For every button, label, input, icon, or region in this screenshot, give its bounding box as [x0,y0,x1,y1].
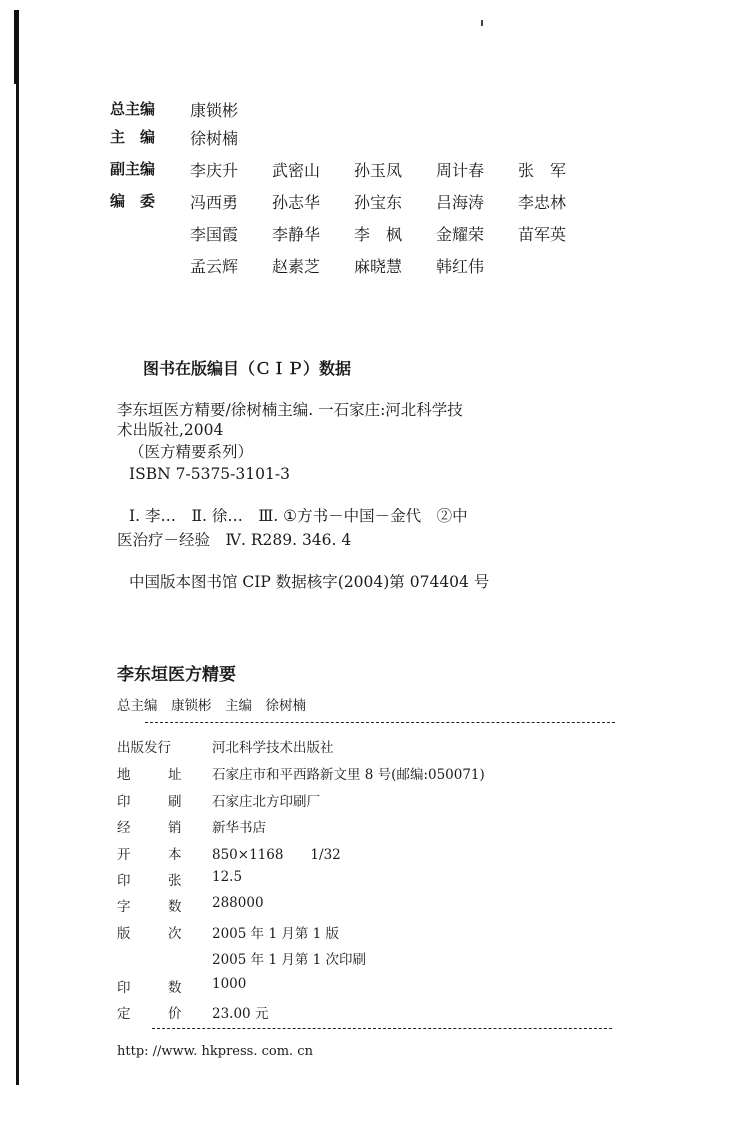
credit-name: 金耀荣 [436,225,485,244]
divider [152,1028,612,1029]
cip-line: 李东垣医方精要/徐树楠主编. 一石家庄:河北科学技 [117,401,463,419]
cip-heading: 图书在版编目（ＣＩＰ）数据 [143,359,352,378]
pub-label: 经 [117,820,131,836]
credit-name: 赵素芝 [272,257,321,276]
credit-name: 麻晓慧 [354,257,403,276]
pub-value: 288000 [212,895,264,911]
pub-label: 刷 [168,794,182,810]
pub-label: 张 [168,873,182,889]
pub-label: 印 [117,873,131,889]
pub-label: 数 [168,980,182,996]
pub-label: 版 [117,926,131,942]
pub-label: 开 [117,847,131,863]
publisher-url: http: //www. hkpress. com. cn [117,1044,313,1059]
credit-name: 孙宝东 [354,193,403,212]
credit-name: 李忠林 [518,193,567,212]
credit-name: 周计春 [436,161,485,180]
pub-label: 本 [168,847,182,863]
pub-value: 23.00 元 [212,1006,269,1022]
pub-value: 850×1168 1/32 [212,847,341,863]
credit-name: 孙志华 [272,193,321,212]
scan-mark [481,20,483,26]
page-binding-edge [16,10,19,1085]
credit-name: 李 枫 [354,225,403,244]
pub-value: 石家庄北方印刷厂 [212,794,320,810]
credit-role: 编 委 [110,192,156,210]
pub-label: 印 [117,794,131,810]
credit-name: 韩红伟 [436,257,485,276]
pub-label: 定 [117,1006,131,1022]
pub-value: 新华书店 [212,820,266,836]
credit-role: 总主编 [110,100,156,118]
cip-isbn: ISBN 7-5375-3101-3 [129,465,290,483]
credit-name: 张 军 [518,161,567,180]
pub-value: 河北科学技术出版社 [212,740,334,756]
cip-line: 术出版社,2004 [117,421,224,439]
pub-label: 数 [168,899,182,915]
pub-value: 2005 年 1 月第 1 版 [212,926,339,942]
credit-role: 主 编 [110,128,156,146]
credit-name: 苗军英 [518,225,567,244]
credit-name: 徐树楠 [190,129,239,148]
pub-value: 2005 年 1 月第 1 次印刷 [212,952,366,968]
credit-role: 副主编 [110,160,156,178]
pub-label: 字 [117,899,131,915]
divider [145,722,615,723]
credit-name: 康锁彬 [190,101,239,120]
pub-value: 12.5 [212,869,243,885]
credit-name: 冯西勇 [190,193,239,212]
cip-number: 中国版本图书馆 CIP 数据核字(2004)第 074404 号 [129,573,490,591]
pub-label: 印 [117,980,131,996]
credit-name: 吕海涛 [436,193,485,212]
credit-name: 李国霞 [190,225,239,244]
pub-label: 次 [168,926,182,942]
pub-label: 地 [117,767,131,783]
credit-name: 孟云辉 [190,257,239,276]
credit-name: 武密山 [272,161,321,180]
pub-label: 出版发行 [117,740,171,756]
pub-label: 价 [168,1006,182,1022]
pub-label: 销 [168,820,182,836]
credit-name: 李静华 [272,225,321,244]
pub-label: 址 [168,767,182,783]
book-title: 李东垣医方精要 [117,665,236,685]
book-editors: 总主编 康锁彬 主编 徐树楠 [117,698,306,714]
cip-classification: Ⅰ. 李… Ⅱ. 徐… Ⅲ. ①方书－中国－金代 ②中 [129,507,468,525]
cip-series: （医方精要系列） [129,443,254,461]
pub-value: 石家庄市和平西路新文里 8 号(邮编:050071) [212,767,485,783]
cip-classification: 医治疗－经验 Ⅳ. R289. 346. 4 [117,531,352,549]
pub-value: 1000 [212,976,247,992]
credit-name: 李庆升 [190,161,239,180]
credit-name: 孙玉凤 [354,161,403,180]
